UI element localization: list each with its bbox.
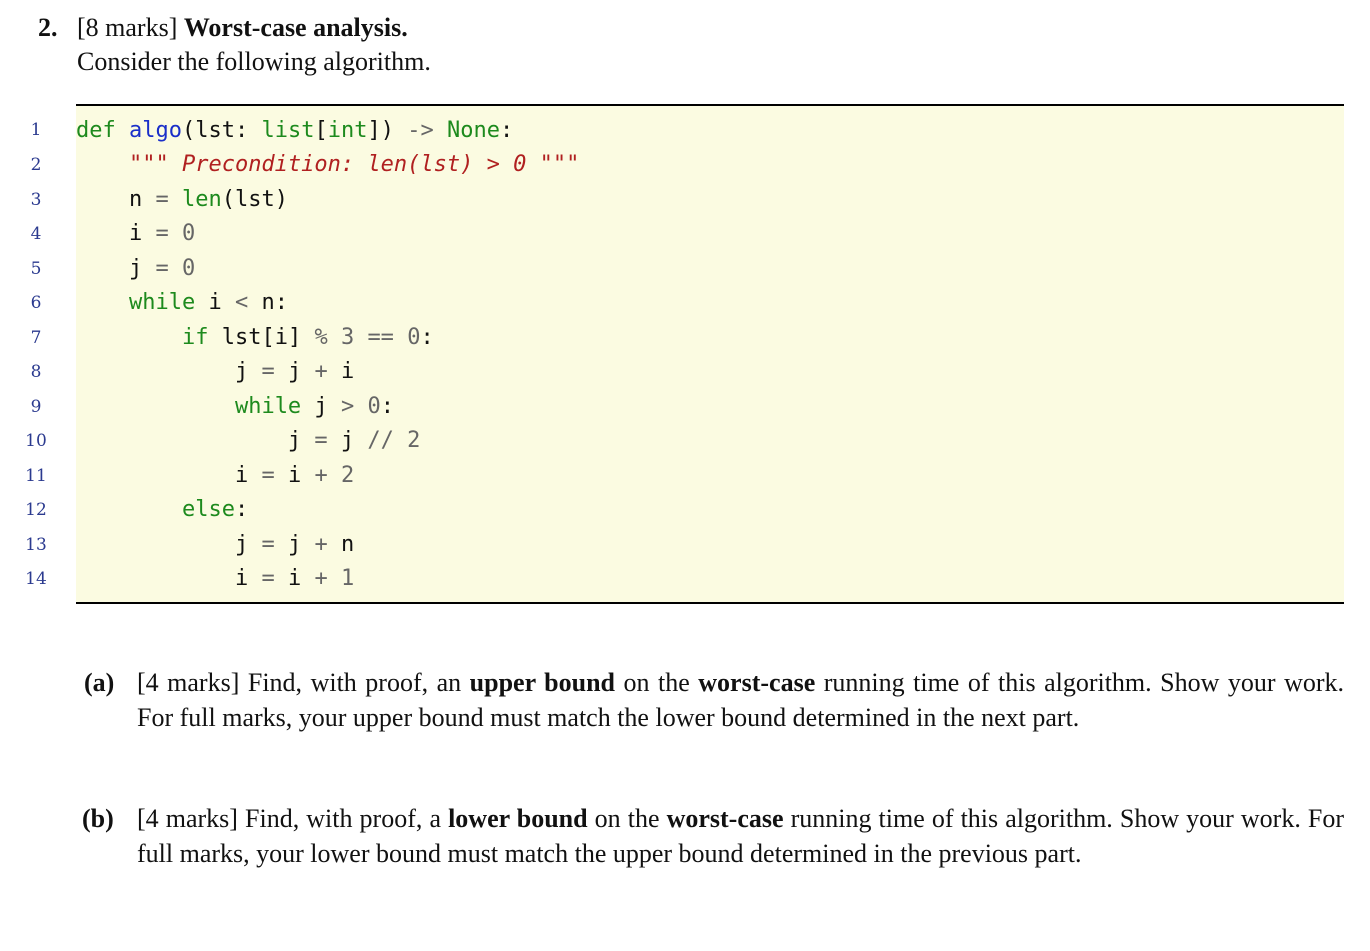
part-b-text-segment: running time of this algorithm. Show your work. For full marks, your lower bound must match the upper bound determined in the previous part. [137, 804, 1345, 868]
token: j [301, 394, 341, 419]
line-number-4: 4 [30, 224, 42, 244]
token: i [327, 359, 355, 384]
token-def: def [76, 118, 116, 143]
code-line-8 [76, 355, 354, 389]
token-op: == [367, 325, 394, 350]
token-op: + [314, 532, 328, 557]
token-keyword: else [181, 497, 235, 522]
line-number-2: 2 [30, 155, 42, 175]
line-number-6: 6 [30, 293, 42, 313]
part-b-emphasis: lower bound [448, 804, 588, 833]
token [354, 394, 367, 419]
token-op: % [314, 325, 328, 350]
question-marks: [8 marks] [77, 13, 178, 42]
token: : [380, 394, 394, 419]
token [394, 325, 407, 350]
token: j [287, 428, 315, 453]
token-type: int [327, 118, 368, 143]
line-number-8: 8 [30, 362, 42, 382]
token-func-name: algo [129, 118, 182, 143]
token: i [274, 463, 315, 488]
token: : [499, 118, 514, 143]
token-op: = [261, 359, 275, 384]
token-keyword: if [181, 325, 209, 350]
question-number: 2. [38, 13, 58, 42]
token: j [234, 359, 262, 384]
token-op: + [314, 463, 328, 488]
token-number: 2 [340, 463, 355, 488]
token [169, 187, 182, 212]
token-op: = [155, 187, 169, 212]
code-line-7 [76, 321, 434, 355]
token [354, 325, 367, 350]
line-number-13: 13 [25, 535, 47, 555]
code-line-12 [76, 493, 248, 527]
line-number-10: 10 [25, 431, 47, 451]
token [328, 566, 341, 591]
token-builtin: len [181, 187, 222, 212]
token-type: list [261, 118, 315, 143]
token: j [234, 532, 262, 557]
token-keyword: while [234, 394, 302, 419]
token: j [128, 256, 156, 281]
part-b-text [137, 802, 1344, 871]
part-b-emphasis: worst-case [666, 804, 784, 833]
part-b-marks: [4 marks] [137, 804, 238, 833]
code-line-9 [76, 390, 394, 424]
token [328, 325, 341, 350]
token-number: 0 [367, 394, 381, 419]
code-line-2 [76, 148, 579, 182]
token-number: 0 [181, 256, 196, 281]
token-op: = [261, 463, 275, 488]
question-title: Worst-case analysis. [183, 13, 408, 42]
token-op: + [314, 566, 328, 591]
token [434, 118, 447, 143]
token-arrow: -> [407, 118, 434, 143]
token-none: None [446, 118, 500, 143]
code-line-3 [76, 183, 288, 217]
question-header [77, 12, 408, 44]
token: : [234, 497, 249, 522]
line-number-1: 1 [30, 120, 42, 140]
token [169, 221, 182, 246]
token [394, 428, 407, 453]
token: j [327, 428, 368, 453]
line-number-12: 12 [25, 500, 47, 520]
code-line-5 [76, 252, 195, 286]
token: (lst) [221, 187, 288, 212]
code-line-13 [76, 528, 354, 562]
token: j [274, 359, 315, 384]
part-a-text [137, 666, 1344, 735]
line-number-11: 11 [25, 466, 47, 486]
part-a-emphasis: upper bound [469, 668, 615, 697]
part-a-text-segment: running time of this algorithm. Show your work. For full marks, your upper bound must match the lower bound determined in the next part. [137, 668, 1345, 732]
token [328, 463, 341, 488]
token-op: = [155, 221, 169, 246]
code-line-1 [76, 114, 513, 148]
token: lst[i] [208, 325, 315, 350]
line-number-3: 3 [30, 190, 42, 210]
token-op: = [314, 428, 328, 453]
line-number-9: 9 [30, 397, 42, 417]
code-line-6 [76, 286, 288, 320]
part-a-text-segment: on the [615, 668, 699, 697]
line-number-7: 7 [30, 328, 42, 348]
part-b-text-segment: Find, with proof, a [237, 804, 449, 833]
token-number: 0 [407, 325, 421, 350]
code-line-14 [76, 562, 354, 596]
token-keyword: while [128, 290, 196, 315]
token-number: 3 [340, 325, 355, 350]
token-op: + [314, 359, 328, 384]
token: j [274, 532, 315, 557]
line-number-5: 5 [30, 259, 42, 279]
token-op: < [234, 290, 249, 315]
token-op: = [261, 532, 275, 557]
question-intro: Consider the following algorithm. [77, 47, 431, 76]
part-a-emphasis: worst-case [698, 668, 816, 697]
part-b-label: (b) [82, 804, 114, 833]
token: n [128, 187, 156, 212]
token-number: 2 [407, 428, 421, 453]
token: i [234, 463, 262, 488]
token-op: // [367, 428, 394, 453]
part-a-label: (a) [84, 668, 115, 697]
token: i [195, 290, 235, 315]
part-a-text-segment: Find, with proof, an [239, 668, 470, 697]
code-block [76, 104, 1344, 604]
token: (lst: [181, 118, 262, 143]
token: i [128, 221, 156, 246]
token-number: 1 [340, 566, 355, 591]
part-a-marks: [4 marks] [137, 668, 240, 697]
code-line-11 [76, 459, 354, 493]
token-op: > [340, 394, 355, 419]
token-op: = [261, 566, 275, 591]
token: i [234, 566, 262, 591]
token: n: [248, 290, 288, 315]
token-docstring: """ Precondition: len(lst) > 0 """ [128, 152, 580, 177]
token: n [327, 532, 355, 557]
line-number-14: 14 [25, 569, 47, 589]
token: : [420, 325, 434, 350]
token: [ [314, 118, 328, 143]
token-op: = [155, 256, 169, 281]
code-line-10 [76, 424, 420, 458]
token: ]) [367, 118, 408, 143]
token: i [274, 566, 315, 591]
token-number: 0 [181, 221, 196, 246]
part-b-text-segment: on the [587, 804, 667, 833]
token [169, 256, 182, 281]
code-line-4 [76, 217, 195, 251]
